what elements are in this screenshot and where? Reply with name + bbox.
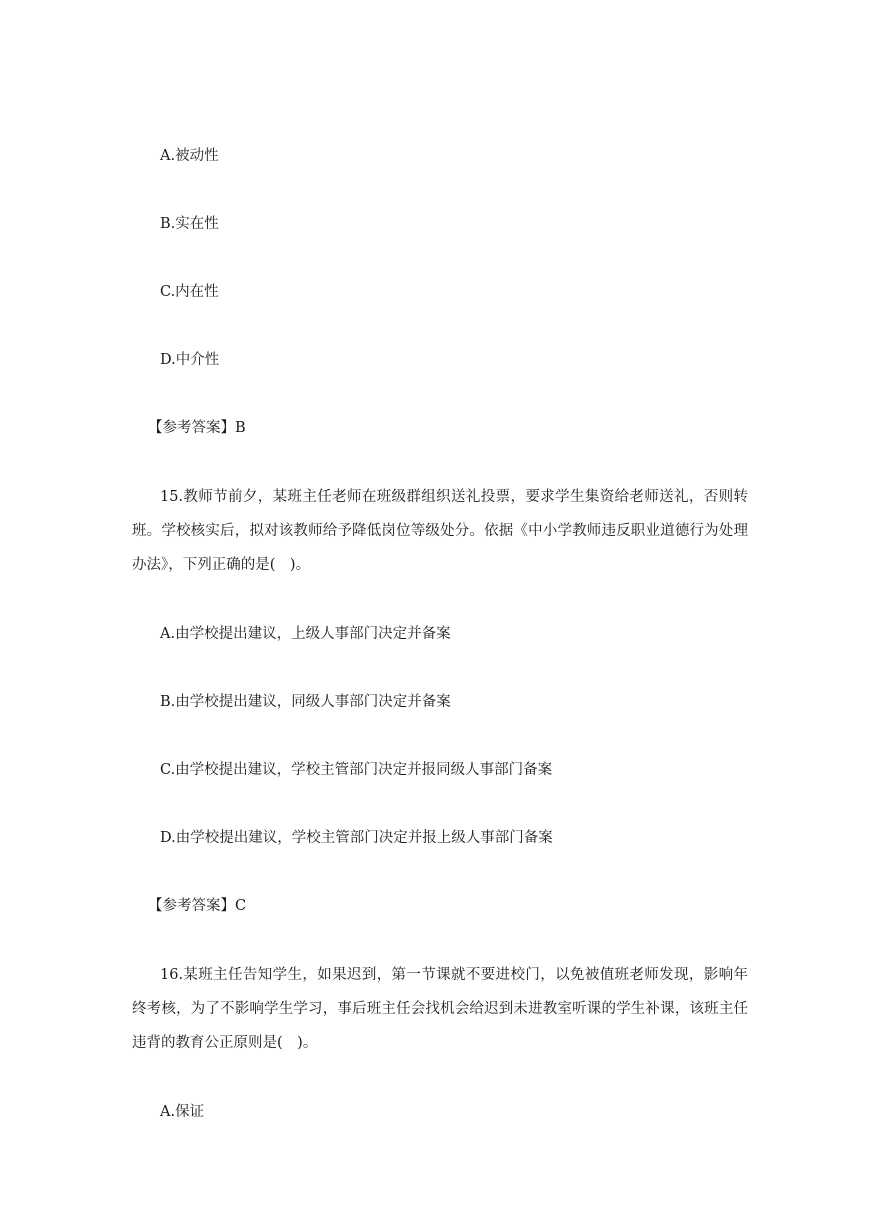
q15-stem: 15.教师节前夕，某班主任老师在班级群组织送礼投票，要求学生集资给老师送礼，否则转班。学校核实后，拟对该教师给予降低岗位等级处分。依据《中小学教师违反职业道德行为处理办法》，下列正确的是( )。 (132, 489, 748, 573)
q14-answer: 【参考答案】B (148, 420, 246, 436)
q14-option-d: D.中介性 (160, 352, 220, 368)
q14-option-a: A.被动性 (160, 148, 219, 164)
q15-option-c: C.由学校提出建议，学校主管部门决定并报同级人事部门备案 (160, 762, 553, 778)
q15-option-b: B.由学校提出建议，同级人事部门决定并备案 (160, 694, 451, 710)
q15-option-a: A.由学校提出建议，上级人事部门决定并备案 (160, 626, 451, 642)
q14-option-b: B.实在性 (160, 216, 219, 232)
q16-stem: 16.某班主任告知学生，如果迟到，第一节课就不要进校门，以免被值班老师发现，影响年终考核，为了不影响学生学习，事后班主任会找机会给迟到未进教室听课的学生补课，该班主任违背的教育公正原则是( )。 (132, 967, 748, 1051)
q16-option-a: A.保证 (160, 1104, 205, 1120)
q15-option-d: D.由学校提出建议，学校主管部门决定并报上级人事部门备案 (160, 830, 553, 846)
q15-answer: 【参考答案】C (148, 898, 247, 914)
q14-option-c: C.内在性 (160, 284, 219, 300)
